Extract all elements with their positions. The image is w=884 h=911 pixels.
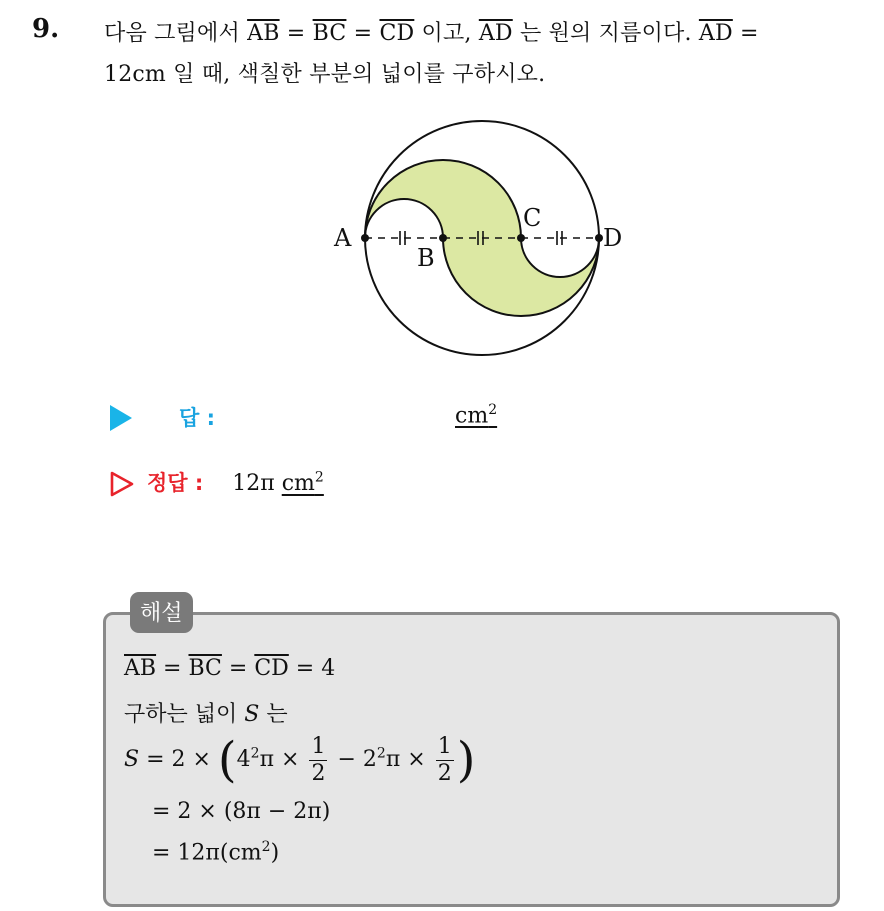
answer-blank-unit: $cm^2$ <box>455 402 498 429</box>
label-b: B <box>417 244 435 272</box>
geometry-figure <box>325 118 645 358</box>
question-text-line-1: 다음 그림에서 $\overline{AB} = \overline{BC} = \overline{CD}$ 이고, $\overline{AD}$ 는 원의 지름이다. $\overline{AD}$ = <box>104 21 759 46</box>
point-d-dot <box>595 234 603 242</box>
label-c: C <box>523 204 542 232</box>
point-c-dot <box>517 234 525 242</box>
solution-line-3: $S = 2 \times (4^2\pi$ × $\frac{1}{2}$ − $2^2\pi$ × $\frac{1}{2}$ ) <box>124 732 476 788</box>
segment-cd: $\overline{CD}$ <box>379 21 415 46</box>
fraction-half-2: $\frac{1}{2}$ <box>437 733 452 786</box>
answer-row <box>110 402 498 432</box>
label-d: D <box>603 224 623 252</box>
segment-ad: $\overline{AD}$ <box>478 21 513 46</box>
outline-triangle-icon <box>110 471 134 497</box>
solution-line-2: 구하는 넓이 S 는 <box>124 702 288 727</box>
answer-label: 답 : <box>179 406 215 430</box>
correct-label: 정답 : <box>147 471 204 495</box>
segment-ad-2: $\overline{AD}$ <box>698 21 733 46</box>
label-a: A <box>334 224 352 252</box>
solution-line-1: $\overline{AB} = \overline{BC} = \overline{CD} = 4$ <box>124 656 336 681</box>
point-b-dot <box>439 234 447 242</box>
question-number: 9. <box>32 14 60 44</box>
solution-line-4: = 2 × (8π − 2π) <box>152 799 331 824</box>
correct-value: 12π <box>232 471 275 496</box>
solution-line-5: = $12\pi(cm^2)$ <box>152 839 280 866</box>
segment-bc: $\overline{BC}$ <box>312 21 347 46</box>
correct-answer-row <box>110 467 324 497</box>
question-text-line-2: 12cm 일 때, 색칠한 부분의 넓이를 구하시오. <box>104 62 546 87</box>
solution-tab: 해설 <box>130 592 193 633</box>
segment-ab: $\overline{AB}$ <box>247 21 280 46</box>
point-a-dot <box>361 234 369 242</box>
correct-unit: $cm^2$ <box>281 469 324 496</box>
fraction-half-1: $\frac{1}{2}$ <box>311 733 326 786</box>
play-triangle-icon <box>110 405 132 431</box>
